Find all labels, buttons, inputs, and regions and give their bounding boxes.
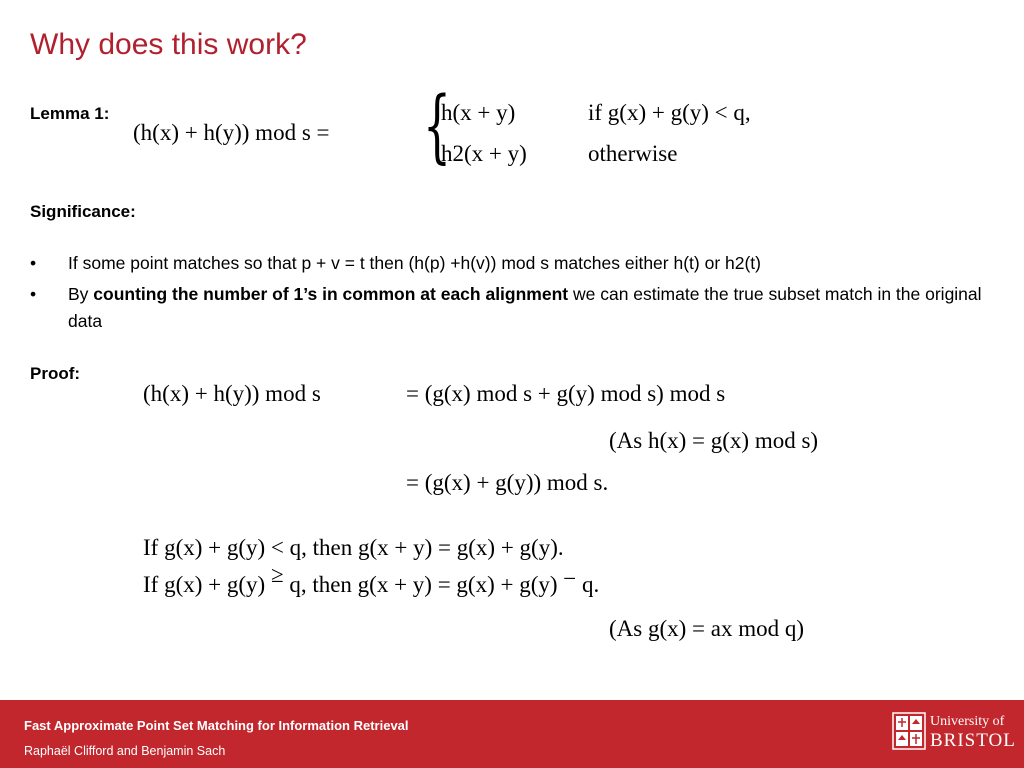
university-logo (892, 710, 1016, 758)
proof-line1-rhs: = (g(x) mod s + g(y) mod s) mod s (406, 381, 726, 406)
significance-label: Significance: (30, 202, 136, 221)
bullet-suffix: we can estimate the true subset match in the original data (68, 284, 982, 331)
proof-if2-minus: − (563, 566, 577, 591)
proof-label: Proof: (30, 364, 81, 383)
footer-bar (0, 700, 1024, 768)
lemma-case1-cond: if g(x) + g(y) < q, (588, 100, 751, 125)
proof-if2-part-c: q. (582, 572, 600, 597)
proof-if2-geq: ≥ (270, 562, 284, 587)
lemma-label: Lemma 1: (30, 104, 110, 123)
lemma-brace: { (423, 79, 451, 172)
proof-if2-part-a: If g(x) + g(y) (143, 572, 266, 597)
logo-text-line1: University of (930, 714, 1005, 729)
proof-line2-rhs: = (g(x) + g(y)) mod s. (406, 470, 609, 495)
lemma-case2-cond: otherwise (588, 141, 678, 166)
slide-title: Why does this work? (30, 28, 307, 61)
bullet-item (30, 250, 1000, 277)
bullet-list (30, 250, 1000, 339)
logo-text-line2: BRISTOL (930, 730, 1016, 751)
crest-icon (892, 712, 926, 750)
lemma-case1-expr: h(x + y) (441, 100, 516, 125)
proof-note1: (As h(x) = g(x) mod s) (609, 428, 819, 453)
bullet-marker: • (30, 284, 37, 304)
proof-if2-part-b: q, then g(x + y) = g(x) + g(y) (289, 572, 558, 597)
lemma-lhs: (h(x) + h(y)) mod s = (133, 120, 330, 145)
lemma-case2-expr: h2(x + y) (441, 141, 527, 166)
bullet-marker: • (30, 253, 37, 273)
bullet-bold-text: counting the number of 1’s in common at each alignment (93, 284, 569, 304)
bullet-item (30, 281, 1000, 335)
proof-if1: If g(x) + g(y) < q, then g(x + y) = g(x) + g(y). (143, 535, 564, 560)
proof-if2 (143, 562, 600, 598)
proof-note2: (As g(x) = ax mod q) (609, 616, 805, 641)
footer-authors: Raphaël Clifford and Benjamin Sach (24, 744, 226, 758)
footer-title: Fast Approximate Point Set Matching for Information Retrieval (24, 718, 409, 733)
proof-line1-lhs: (h(x) + h(y)) mod s (143, 381, 321, 406)
bullet-prefix: By (68, 284, 94, 304)
bullet-text: If some point matches so that p + v = t then (h(p) +h(v)) mod s matches either h(t) or h2(t) (68, 253, 761, 273)
